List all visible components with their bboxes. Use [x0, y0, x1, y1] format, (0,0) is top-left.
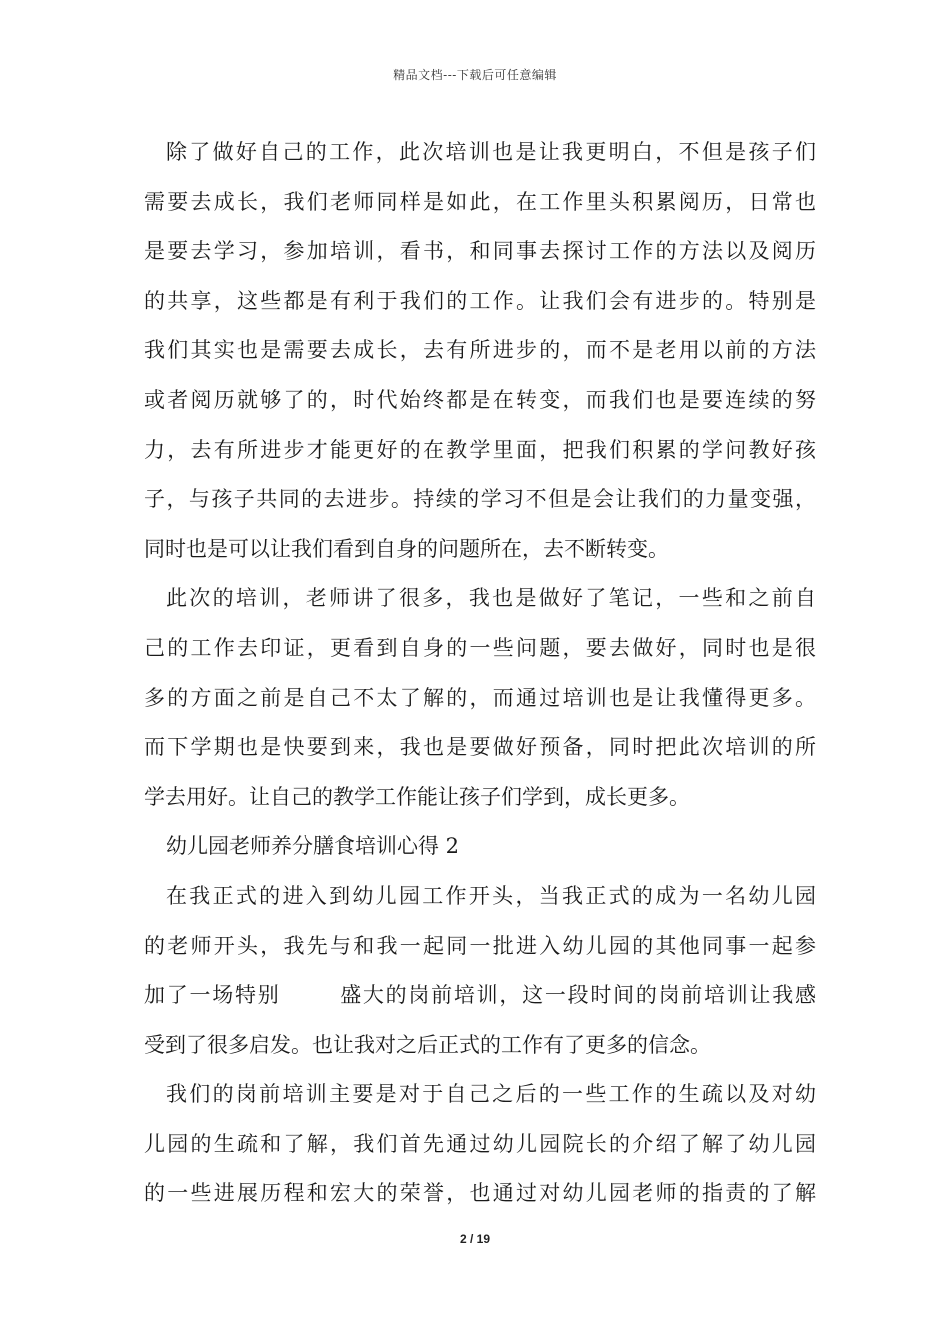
text-line: 的一些进展历程和宏大的荣誉，也通过对幼儿园老师的指责的了解 — [144, 1181, 816, 1206]
text-line: 是要去学习，参加培训，看书，和同事去探讨工作的方法以及阅历 — [144, 239, 816, 264]
text-line: 子，与孩子共同的去进步。持续的学习不但是会让我们的力量变强， — [144, 487, 816, 512]
text-line: 在我正式的进入到幼儿园工作开头，当我正式的成为一名幼儿园 — [166, 883, 816, 908]
text-line: 的共享，这些都是有利于我们的工作。让我们会有进步的。特别是 — [144, 288, 816, 313]
text-line: 力，去有所进步才能更好的在教学里面，把我们积累的学问教好孩 — [144, 437, 816, 462]
text-line: 需要去成长，我们老师同样是如此，在工作里头积累阅历，日常也 — [144, 189, 816, 214]
text-line: 我们的岗前培训主要是对于自己之后的一些工作的生疏以及对幼 — [166, 1082, 816, 1107]
page-number: 2 / 19 — [459, 1232, 491, 1246]
text-line: 我们其实也是需要去成长，去有所进步的，而不是老用以前的方法 — [144, 338, 816, 363]
text-line: 儿园的生疏和了解，我们首先通过幼儿园院长的介绍了解了幼儿园 — [144, 1131, 816, 1156]
text-line: 的老师开头，我先与和我一起同一批进入幼儿园的其他同事一起参 — [144, 933, 816, 958]
section-heading: 幼儿园老师养分膳食培训心得 2 — [166, 834, 460, 859]
text-line: 多的方面之前是自己不太了解的，而通过培训也是让我懂得更多。 — [144, 685, 816, 710]
text-line: 同时也是可以让我们看到自身的问题所在，去不断转变。 — [144, 536, 669, 561]
document-body — [144, 128, 816, 1219]
text-line: 此次的培训，老师讲了很多，我也是做好了笔记，一些和之前自 — [166, 586, 816, 611]
text-line: 己的工作去印证，更看到自身的一些问题，要去做好，同时也是很 — [144, 635, 816, 660]
text-line: 受到了很多启发。也让我对之后正式的工作有了更多的信念。 — [144, 1032, 711, 1057]
text-line — [144, 971, 816, 1021]
text-line: 或者阅历就够了的，时代始终都是在转变，而我们也是要连续的努 — [144, 387, 816, 412]
text-line: 而下学期也是快要到来，我也是要做好预备，同时把此次培训的所 — [144, 735, 816, 760]
text-fragment: 加了一场特别 — [144, 983, 281, 1008]
text-fragment: 盛大的岗前培训，这一段时间的岗前培训让我感 — [338, 983, 817, 1008]
page-header: 精品文档---下载后可任意编辑 — [393, 68, 557, 82]
text-line: 除了做好自己的工作，此次培训也是让我更明白，不但是孩子们 — [166, 140, 816, 164]
text-line: 学去用好。让自己的教学工作能让孩子们学到，成长更多。 — [144, 784, 690, 809]
